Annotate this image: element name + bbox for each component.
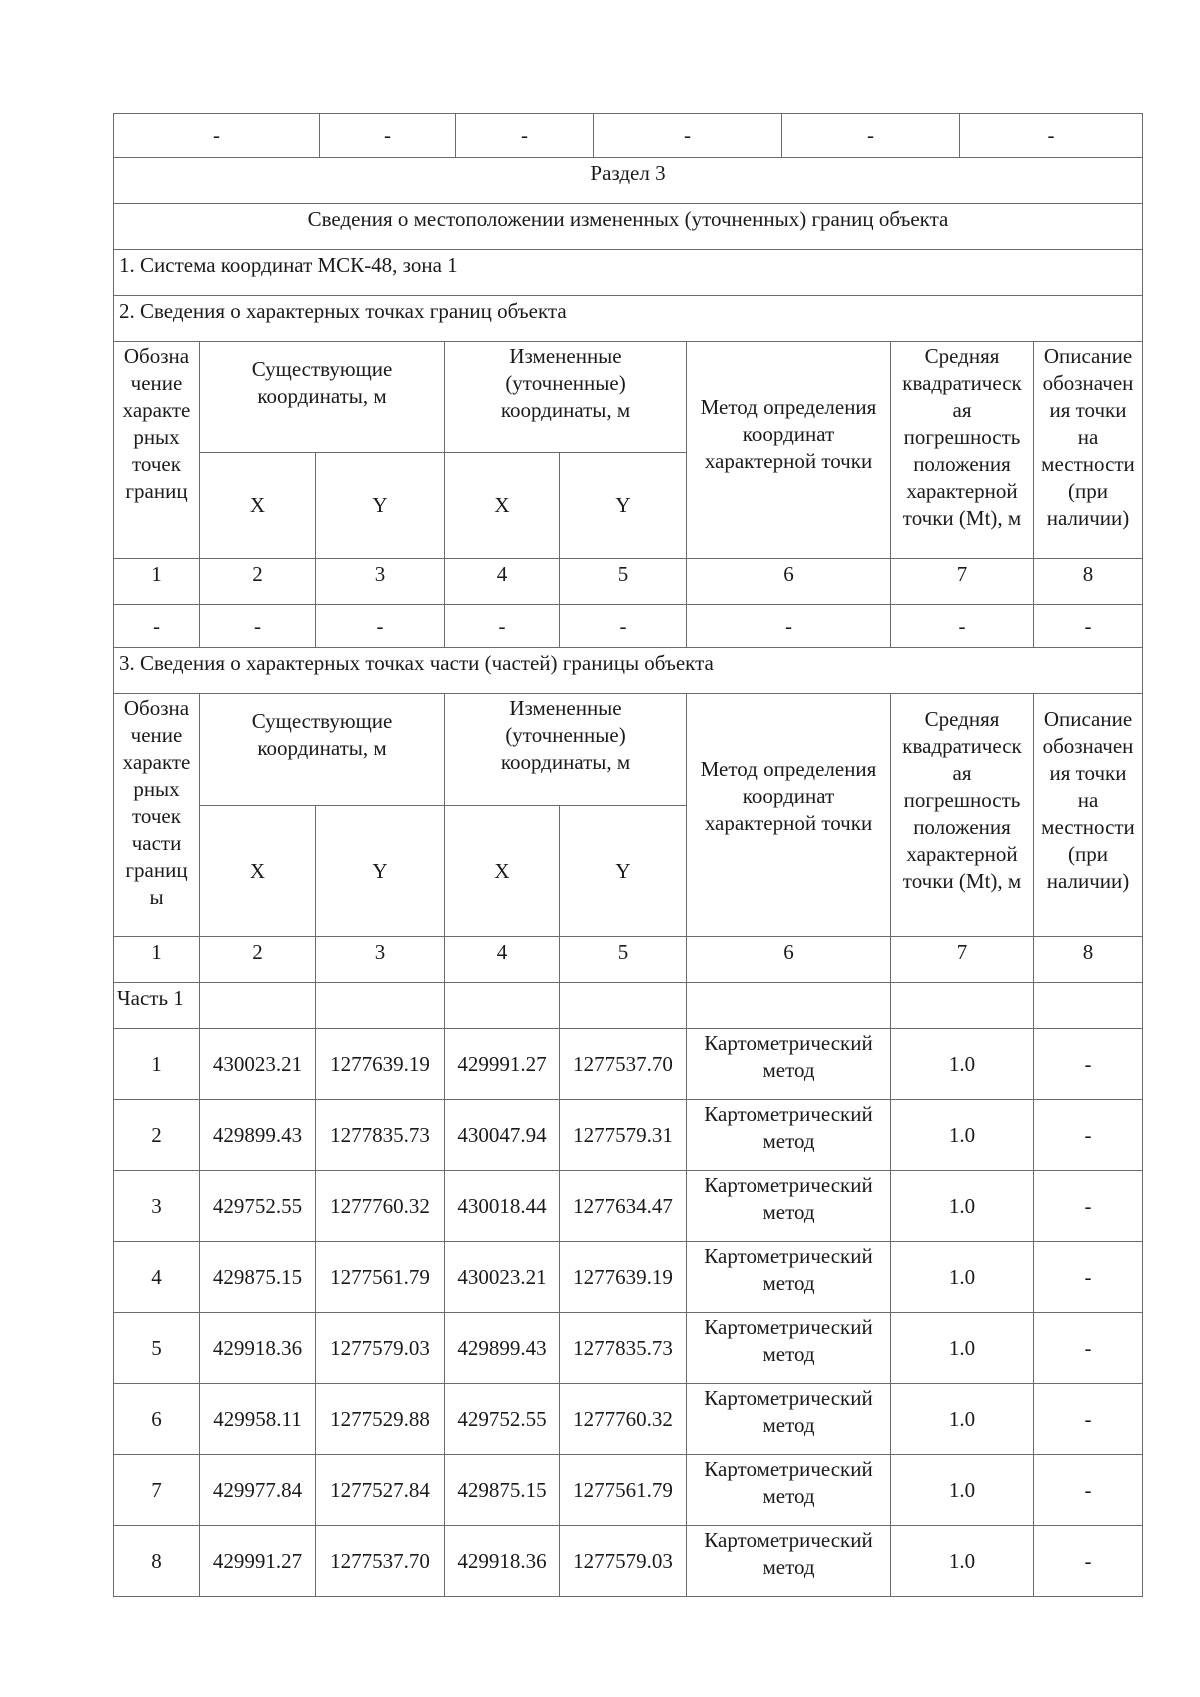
table-cell: - — [445, 605, 560, 648]
changed-y: 1277639.19 — [560, 1242, 687, 1313]
table-cell: - — [891, 605, 1034, 648]
sub-header-x-existing: X — [200, 806, 316, 937]
method-text: метод — [762, 1271, 815, 1295]
method-text: Картометрический — [704, 1386, 873, 1410]
col-existing-header: Существующие координаты, м — [200, 342, 445, 453]
changed-y: 1277561.79 — [560, 1455, 687, 1526]
method-cell — [687, 1171, 891, 1242]
col-description-header: Описание обозначен ия точки на местности (при наличии) — [1034, 694, 1143, 937]
method-text: Картометрический — [704, 1102, 873, 1126]
table-row — [114, 1100, 1143, 1171]
top-dash-cell: - — [782, 114, 960, 158]
error-mt: 1.0 — [891, 1242, 1034, 1313]
method-text: Картометрический — [704, 1173, 873, 1197]
error-mt: 1.0 — [891, 1171, 1034, 1242]
method-text: Картометрический — [704, 1315, 873, 1339]
column-number: 2 — [200, 559, 316, 605]
top-dash-cell: - — [114, 114, 320, 158]
column-number: 6 — [687, 937, 891, 983]
changed-y: 1277579.03 — [560, 1526, 687, 1597]
table-cell: - — [316, 605, 445, 648]
point-number: 8 — [114, 1526, 200, 1597]
existing-x: 429752.55 — [200, 1171, 316, 1242]
section-title: Раздел 3 — [114, 158, 1143, 204]
table-cell — [687, 983, 891, 1029]
col-method-header: Метод определения координат характерной точки — [687, 342, 891, 559]
existing-y: 1277639.19 — [316, 1029, 445, 1100]
sub-header-x-existing: X — [200, 453, 316, 559]
column-number: 4 — [445, 937, 560, 983]
top-dash-cell: - — [594, 114, 782, 158]
column-number: 5 — [560, 937, 687, 983]
changed-x: 429752.55 — [445, 1384, 560, 1455]
point-rows — [114, 1029, 1143, 1597]
table-cell — [445, 983, 560, 1029]
table-cell — [891, 983, 1034, 1029]
point-number: 2 — [114, 1100, 200, 1171]
col-designation-header: Обозна чение характе рных точек части границ ы — [114, 694, 200, 937]
table-cell: - — [560, 605, 687, 648]
col-error-header: Средняя квадратическ ая погрешность положения характерной точки (Mt), м — [891, 694, 1034, 937]
section-subtitle: Сведения о местоположении измененных (уточненных) границ объекта — [114, 204, 1143, 250]
part-label-row — [114, 983, 1143, 1029]
changed-x: 430023.21 — [445, 1242, 560, 1313]
sub-header-y-existing: Y — [316, 453, 445, 559]
existing-y: 1277760.32 — [316, 1171, 445, 1242]
point-description: - — [1034, 1171, 1143, 1242]
col-designation-header: Обозна чение характе рных точек границ — [114, 342, 200, 559]
existing-x: 429958.11 — [200, 1384, 316, 1455]
table-cell — [316, 983, 445, 1029]
existing-y: 1277561.79 — [316, 1242, 445, 1313]
column-number: 8 — [1034, 937, 1143, 983]
sub-header-x-changed: X — [445, 453, 560, 559]
table-row — [114, 1455, 1143, 1526]
existing-y: 1277527.84 — [316, 1455, 445, 1526]
table-cell — [1034, 983, 1143, 1029]
column-number: 4 — [445, 559, 560, 605]
changed-x: 429875.15 — [445, 1455, 560, 1526]
boundary-points-table — [113, 341, 1143, 694]
changed-y: 1277579.31 — [560, 1100, 687, 1171]
sub-header-x-changed: X — [445, 806, 560, 937]
point-number: 7 — [114, 1455, 200, 1526]
column-number: 7 — [891, 937, 1034, 983]
col-error-header: Средняя квадратическ ая погрешность положения характерной точки (Mt), м — [891, 342, 1034, 559]
method-cell — [687, 1526, 891, 1597]
column-number: 3 — [316, 937, 445, 983]
changed-y: 1277760.32 — [560, 1384, 687, 1455]
part-label: Часть 1 — [114, 983, 200, 1029]
col-changed-header: Измененные (уточненные) координаты, м — [445, 342, 687, 453]
table-cell — [560, 983, 687, 1029]
existing-x: 429875.15 — [200, 1242, 316, 1313]
table-row — [114, 1171, 1143, 1242]
column-number: 3 — [316, 559, 445, 605]
changed-x: 429918.36 — [445, 1526, 560, 1597]
method-text: Картометрический — [704, 1457, 873, 1481]
point-description: - — [1034, 1384, 1143, 1455]
method-text: метод — [762, 1342, 815, 1366]
top-dash-cell: - — [456, 114, 594, 158]
table-cell: - — [200, 605, 316, 648]
col-description-header: Описание обозначен ия точки на местности (при наличии) — [1034, 342, 1143, 559]
error-mt: 1.0 — [891, 1455, 1034, 1526]
method-cell — [687, 1455, 891, 1526]
error-mt: 1.0 — [891, 1384, 1034, 1455]
column-number-row — [114, 937, 1143, 983]
changed-y: 1277634.47 — [560, 1171, 687, 1242]
error-mt: 1.0 — [891, 1100, 1034, 1171]
sub-header-y-changed: Y — [560, 806, 687, 937]
column-number: 6 — [687, 559, 891, 605]
table-row — [114, 1384, 1143, 1455]
document-sheet — [113, 113, 1142, 1597]
parts-heading: 3. Сведения о характерных точках части (частей) границы объекта — [114, 648, 1143, 694]
method-cell — [687, 1100, 891, 1171]
error-mt: 1.0 — [891, 1313, 1034, 1384]
column-number: 8 — [1034, 559, 1143, 605]
method-cell — [687, 1242, 891, 1313]
existing-y: 1277835.73 — [316, 1100, 445, 1171]
existing-x: 429991.27 — [200, 1526, 316, 1597]
table-row — [114, 1313, 1143, 1384]
changed-y: 1277835.73 — [560, 1313, 687, 1384]
method-text: метод — [762, 1555, 815, 1579]
point-description: - — [1034, 1100, 1143, 1171]
column-number: 5 — [560, 559, 687, 605]
table-row — [114, 1242, 1143, 1313]
method-text: метод — [762, 1058, 815, 1082]
existing-y: 1277579.03 — [316, 1313, 445, 1384]
table-cell: - — [114, 605, 200, 648]
coord-system-line: 1. Система координат МСК-48, зона 1 — [114, 250, 1143, 296]
error-mt: 1.0 — [891, 1526, 1034, 1597]
method-text: метод — [762, 1484, 815, 1508]
col-changed-header: Измененные (уточненные) координаты, м — [445, 694, 687, 806]
method-cell — [687, 1384, 891, 1455]
point-description: - — [1034, 1455, 1143, 1526]
table-cell — [200, 983, 316, 1029]
column-number: 1 — [114, 937, 200, 983]
table-cell: - — [687, 605, 891, 648]
method-text: метод — [762, 1129, 815, 1153]
method-text: Картометрический — [704, 1244, 873, 1268]
column-number: 7 — [891, 559, 1034, 605]
column-number: 1 — [114, 559, 200, 605]
changed-x: 430047.94 — [445, 1100, 560, 1171]
existing-x: 429918.36 — [200, 1313, 316, 1384]
part-points-table — [113, 693, 1143, 1597]
column-number: 2 — [200, 937, 316, 983]
changed-y: 1277537.70 — [560, 1029, 687, 1100]
column-number-row — [114, 559, 1143, 605]
method-cell — [687, 1029, 891, 1100]
top-dash-cell: - — [960, 114, 1143, 158]
method-text: метод — [762, 1200, 815, 1224]
sub-header-y-changed: Y — [560, 453, 687, 559]
existing-y: 1277529.88 — [316, 1384, 445, 1455]
point-number: 5 — [114, 1313, 200, 1384]
section-header-table — [113, 113, 1143, 342]
existing-x: 429977.84 — [200, 1455, 316, 1526]
point-description: - — [1034, 1313, 1143, 1384]
table-row — [114, 1029, 1143, 1100]
col-existing-header: Существующие координаты, м — [200, 694, 445, 806]
table-row — [114, 1526, 1143, 1597]
changed-x: 429991.27 — [445, 1029, 560, 1100]
error-mt: 1.0 — [891, 1029, 1034, 1100]
top-dash-cell: - — [320, 114, 456, 158]
point-number: 6 — [114, 1384, 200, 1455]
method-text: метод — [762, 1413, 815, 1437]
point-number: 3 — [114, 1171, 200, 1242]
point-number: 4 — [114, 1242, 200, 1313]
point-description: - — [1034, 1526, 1143, 1597]
existing-x: 430023.21 — [200, 1029, 316, 1100]
existing-y: 1277537.70 — [316, 1526, 445, 1597]
points-heading: 2. Сведения о характерных точках границ объекта — [114, 296, 1143, 342]
top-dash-row — [114, 114, 1143, 158]
changed-x: 430018.44 — [445, 1171, 560, 1242]
method-text: Картометрический — [704, 1528, 873, 1552]
sub-header-y-existing: Y — [316, 806, 445, 937]
method-cell — [687, 1313, 891, 1384]
col-method-header: Метод определения координат характерной точки — [687, 694, 891, 937]
changed-x: 429899.43 — [445, 1313, 560, 1384]
point-number: 1 — [114, 1029, 200, 1100]
table-row — [114, 605, 1143, 648]
point-description: - — [1034, 1029, 1143, 1100]
table-cell: - — [1034, 605, 1143, 648]
existing-x: 429899.43 — [200, 1100, 316, 1171]
point-description: - — [1034, 1242, 1143, 1313]
method-text: Картометрический — [704, 1031, 873, 1055]
